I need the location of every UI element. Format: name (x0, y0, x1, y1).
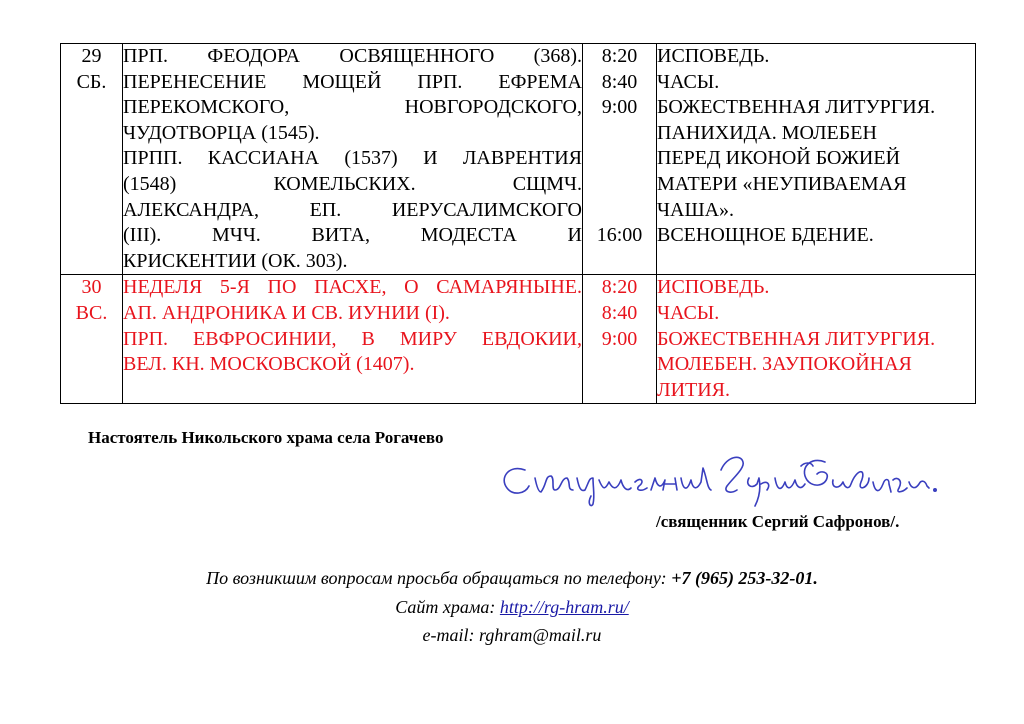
service-line: ИСПОВЕДЬ. (657, 276, 770, 299)
signer-name: /священник Сергий Сафронов/. (656, 512, 900, 531)
schedule-row-29 (61, 44, 976, 275)
contact-line (0, 568, 1024, 589)
service-line: БОЖЕСТВЕННАЯ ЛИТУРГИЯ. (657, 327, 936, 350)
service-line: МОЛЕБЕН. ЗАУПОКОЙНАЯ (657, 353, 912, 376)
title-line: ЧУДОТВОРЦА (1545). (123, 121, 320, 144)
title-line: ПЕРЕКОМСКОГО, НОВГОРОДСКОГО, (123, 96, 582, 119)
title-line: ПРП. ЕВФРОСИНИИ, В МИРУ ЕВДОКИИ, (123, 327, 582, 350)
service-time (583, 172, 656, 198)
service-time (583, 198, 656, 224)
site-line (0, 597, 1024, 618)
day-name: ВС. (75, 301, 108, 324)
rector-title: Настоятель Никольского храма села Рогачево (88, 428, 444, 447)
title-line: ПРПП. КАССИАНА (1537) И ЛАВРЕНТИЯ (123, 147, 582, 170)
service-time: 8:20 (601, 276, 638, 299)
email-line: e-mail: rghram@mail.ru (422, 625, 602, 645)
contact-prefix: По возникшим вопросам просьба обращаться по телефону: (206, 568, 672, 588)
day-name: СБ. (76, 70, 107, 93)
service-line: ПЕРЕД ИКОНОЙ БОЖИЕЙ (657, 147, 901, 170)
title-line: КРИСКЕНТИИ (ОК. 303). (123, 249, 348, 272)
site-link[interactable]: http://rg-hram.ru/ (499, 597, 629, 617)
service-time: 8:40 (601, 70, 638, 93)
title-line: АП. АНДРОНИКА И СВ. ИУНИИ (I). (123, 301, 450, 324)
services-cell (657, 44, 976, 275)
day-number: 29 (81, 45, 102, 67)
title-line: ПЕРЕНЕСЕНИЕ МОЩЕЙ ПРП. ЕФРЕМА (123, 70, 582, 93)
site-label: Сайт храма: (395, 597, 500, 617)
schedule-row-30 (61, 275, 976, 404)
title-line: ВЕЛ. КН. МОСКОВСКОЙ (1407). (123, 353, 415, 376)
feast-title-cell (123, 275, 583, 404)
service-time: 9:00 (601, 96, 638, 119)
service-time: 8:20 (601, 45, 638, 67)
service-line: ЧАСЫ. (657, 70, 720, 93)
service-line: ЛИТИЯ. (657, 378, 731, 401)
handwritten-signature (495, 448, 955, 508)
title-line: АЛЕКСАНДРА, ЕП. ИЕРУСАЛИМСКОГО (123, 198, 582, 221)
day-cell (61, 275, 123, 404)
feast-title-cell (123, 44, 583, 275)
title-line: НЕДЕЛЯ 5-Я ПО ПАСХЕ, О САМАРЯНЫНЕ. (123, 276, 582, 299)
times-cell (583, 275, 657, 404)
service-time (583, 121, 656, 147)
title-line: (III). МЧЧ. ВИТА, МОДЕСТА И (123, 224, 582, 247)
service-time: 8:40 (601, 301, 638, 324)
service-line: БОЖЕСТВЕННАЯ ЛИТУРГИЯ. (657, 96, 936, 119)
service-time: 9:00 (601, 327, 638, 350)
contact-phone: +7 (965) 253-32-01. (671, 568, 818, 588)
title-line: ПРП. ФЕОДОРА ОСВЯЩЕННОГО (368). (123, 45, 582, 67)
service-line: ИСПОВЕДЬ. (657, 45, 770, 67)
service-line: ПАНИХИДА. МОЛЕБЕН (657, 121, 877, 144)
service-line: ЧАСЫ. (657, 301, 720, 324)
services-cell (657, 275, 976, 404)
times-cell (583, 44, 657, 275)
day-cell (61, 44, 123, 275)
schedule-table (60, 43, 976, 404)
day-number: 30 (81, 276, 102, 299)
service-line: МАТЕРИ «НЕУПИВАЕМАЯ (657, 172, 907, 195)
service-time: 16:00 (596, 224, 643, 247)
service-time (583, 146, 656, 172)
title-line: (1548) КОМЕЛЬСКИХ. СЩМЧ. (123, 172, 582, 195)
service-line: ЧАША». (657, 198, 735, 221)
service-line: ВСЕНОЩНОЕ БДЕНИЕ. (657, 224, 874, 247)
